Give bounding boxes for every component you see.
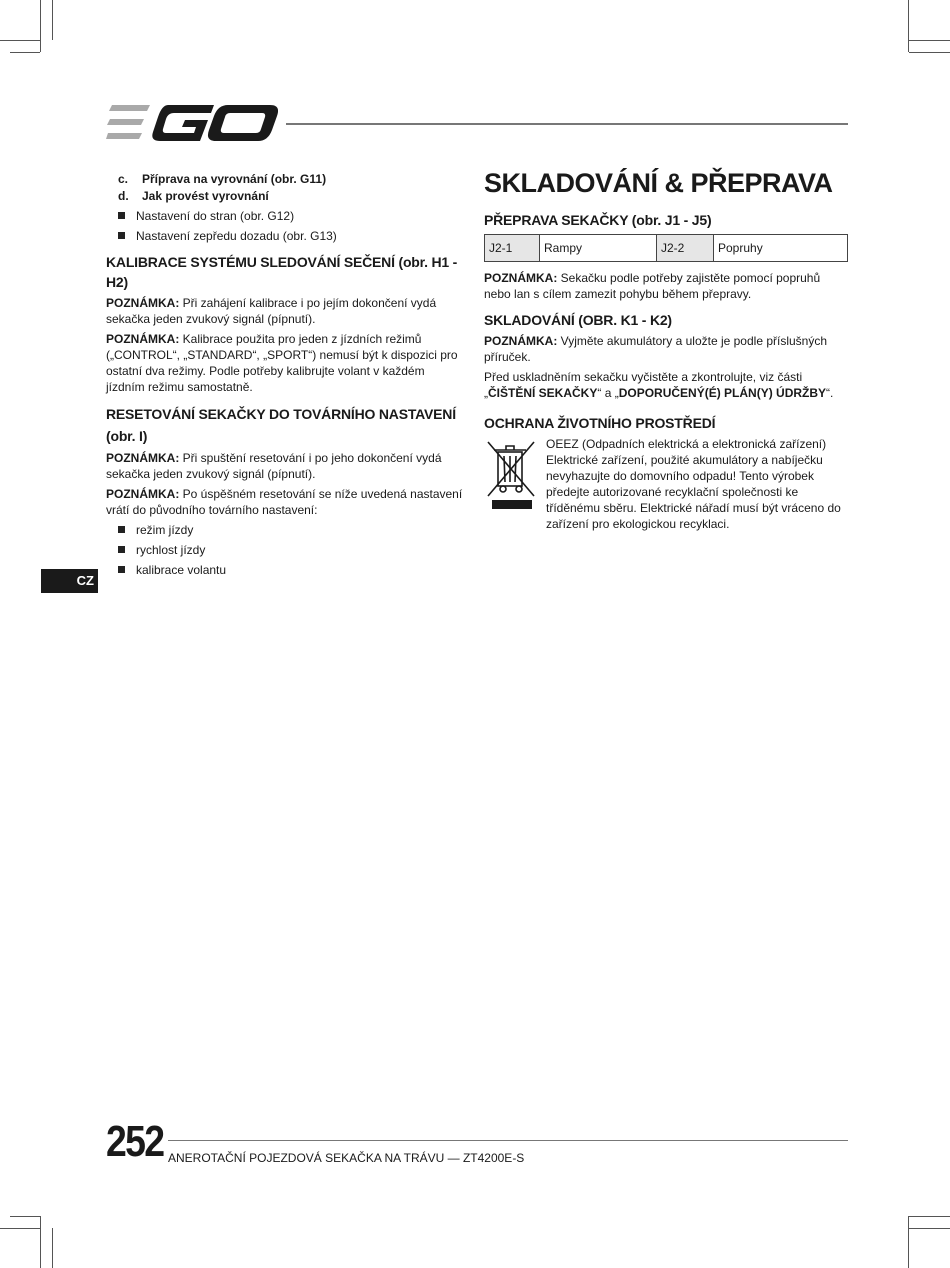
list-item [118, 542, 466, 558]
left-column [106, 171, 466, 578]
bullet-square-icon [118, 526, 125, 533]
note-label: POZNÁMKA: [484, 271, 558, 285]
table-cell-label: Rampy [540, 235, 657, 262]
transport-table [484, 234, 848, 262]
footer-product-text: ANEROTAČNÍ POJEZDOVÁ SEKAČKA NA TRÁVU — ZT4200E-S [168, 1151, 525, 1165]
storage-note [484, 333, 848, 365]
storage-text: “. [826, 386, 834, 400]
transport-note [484, 270, 848, 302]
crop-mark [0, 40, 40, 41]
list-item-text: režim jízdy [136, 523, 194, 537]
page-number: 252 [106, 1117, 164, 1166]
storage-paragraph [484, 369, 848, 401]
table-cell-label: Popruhy [714, 235, 848, 262]
list-item [118, 562, 466, 578]
crop-mark [52, 0, 53, 40]
weee-block [484, 436, 848, 532]
note-label: POZNÁMKA: [106, 451, 180, 465]
footer-rule [168, 1140, 848, 1141]
reset-note-1 [106, 450, 466, 482]
note-label: POZNÁMKA: [106, 296, 180, 310]
crop-mark [908, 0, 909, 52]
crop-mark [40, 0, 41, 52]
crop-mark [0, 1228, 40, 1229]
weee-text: OEEZ (Odpadních elektrická a elektronická zařízení) Elektrické zařízení, použité akumulátory a nabíječku nevyhazujte do domovního odpadu! Tento výrobek předejte autorizované recyklační společnosti ke tříděnému sběru. Elektrické nářadí musí být vráceno do zařízení pro ekologickou recyklaci. [546, 437, 841, 531]
note-label: POZNÁMKA: [106, 332, 180, 346]
sub-item-letter: d. [118, 189, 129, 203]
storage-text: “ a „ [597, 386, 619, 400]
crop-mark [10, 52, 40, 53]
right-column [484, 166, 848, 532]
note-text: Kalibrace použita pro jeden z jízdních režimů („CONTROL“, „STANDARD“, „SPORT“) nemusí být k dispozici pro ostatní dva režimy. Podle potřeby kalibrujte volant v každém jízdním režimu samostatně. [106, 332, 458, 394]
note-text: Při zahájení kalibrace i po jejím dokončení vydá sekačka jeden zvukový signál (pípnutí). [106, 296, 437, 326]
header-rule [286, 123, 848, 125]
calibration-note-2 [106, 331, 466, 395]
crop-mark [52, 1228, 53, 1268]
ego-logo [106, 103, 278, 143]
storage-heading: SKLADOVÁNÍ (OBR. K1 - K2) [484, 312, 672, 328]
list-item-text: rychlost jízdy [136, 543, 206, 557]
sub-item-letter: c. [118, 172, 129, 186]
table-row [485, 235, 848, 262]
calibration-heading: KALIBRACE SYSTÉMU SLEDOVÁNÍ SEČENÍ (obr. H1 - H2) [106, 254, 458, 290]
list-item [118, 522, 466, 538]
list-item-text: Nastavení zepředu dozadu (obr. G13) [136, 229, 337, 243]
bullet-square-icon [118, 212, 125, 219]
calibration-note-1 [106, 295, 466, 327]
bullet-square-icon [118, 232, 125, 239]
crop-mark [909, 52, 950, 53]
table-cell-code: J2-2 [657, 235, 714, 262]
environment-heading: OCHRANA ŽIVOTNÍHO PROSTŘEDÍ [484, 415, 716, 431]
sub-item-d [118, 188, 466, 204]
language-tab: CZ [41, 569, 98, 593]
reset-heading: RESETOVÁNÍ SEKAČKY DO TOVÁRNÍHO NASTAVENÍ (obr. I) [106, 406, 456, 444]
storage-text: Před uskladněním sekačku vyčistěte a zkontrolujte, viz části „ [484, 370, 803, 400]
weee-crossed-bin-icon [484, 436, 542, 532]
sub-item-text: Jak provést vyrovnání [142, 189, 269, 203]
list-item [118, 208, 466, 224]
note-text: Po úspěšném resetování se níže uvedená nastavení vrátí do původního továrního nastavení: [106, 487, 463, 517]
crop-mark [909, 1216, 950, 1217]
crop-mark [909, 1228, 950, 1229]
list-item-text: Nastavení do stran (obr. G12) [136, 209, 295, 223]
crop-mark [909, 40, 950, 41]
reset-note-2 [106, 486, 466, 518]
list-item-text: kalibrace volantu [136, 563, 227, 577]
note-label: POZNÁMKA: [484, 334, 558, 348]
crop-mark [908, 1216, 909, 1268]
storage-ref-cleaning: ČIŠTĚNÍ SEKAČKY [488, 386, 598, 400]
table-cell-code: J2-1 [485, 235, 540, 262]
page-title: SKLADOVÁNÍ & PŘEPRAVA [484, 168, 833, 198]
list-item [118, 228, 466, 244]
crop-mark [10, 1216, 40, 1217]
sub-item-c [118, 171, 466, 187]
crop-mark [40, 1216, 41, 1268]
bullet-square-icon [118, 546, 125, 553]
note-text: Při spuštění resetování i po jeho dokončení vydá sekačka jeden zvukový signál (pípnutí). [106, 451, 442, 481]
note-label: POZNÁMKA: [106, 487, 180, 501]
storage-ref-maintenance: DOPORUČENÝ(É) PLÁN(Y) ÚDRŽBY [618, 386, 827, 400]
note-text: Vyjměte akumulátory a uložte je podle příslušných příruček. [484, 334, 828, 364]
transport-heading: PŘEPRAVA SEKAČKY (obr. J1 - J5) [484, 212, 712, 228]
note-text: Sekačku podle potřeby zajistěte pomocí popruhů nebo lan s cílem zamezit pohybu během přepravy. [484, 271, 821, 301]
bullet-square-icon [118, 566, 125, 573]
sub-item-text: Příprava na vyrovnání (obr. G11) [142, 172, 327, 186]
